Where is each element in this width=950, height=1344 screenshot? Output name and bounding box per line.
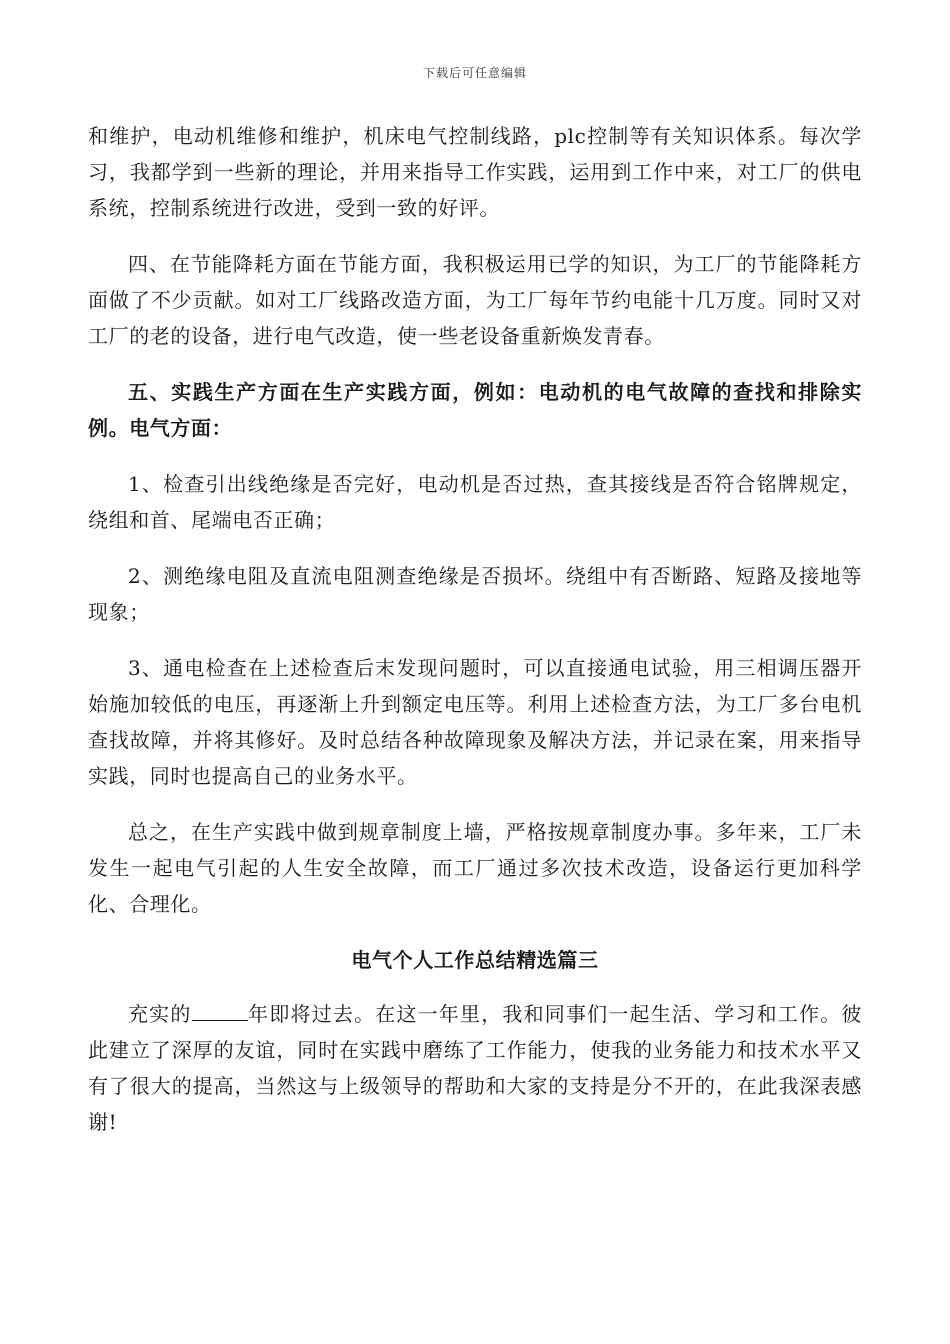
paragraph-year-summary [88, 996, 862, 1140]
year-summary-intro: 充实的 [128, 1002, 192, 1026]
paragraph-power-on-test: 3、通电检查在上述检查后末发现问题时，可以直接通电试验，用三相调压器开始施加较低的电压，再逐渐上升到额定电压等。利用上述检查方法，为工厂多台电机查找故障，并将其修好。及时总结各种故障现象及解决方法，并记录在案，用来指导实践，同时也提高自己的业务水平。 [88, 656, 862, 788]
paragraph-production-practice-heading: 五、实践生产方面在生产实践方面，例如：电动机的电气故障的查找和排除实例。电气方面： [88, 380, 862, 440]
document-body [88, 118, 862, 1160]
page-header: 下载后可任意编辑 [422, 66, 527, 80]
year-blank-line [192, 998, 248, 1021]
paragraph-maintenance-study: 和维护，电动机维修和维护，机床电气控制线路，plc控制等有关知识体系。每次学习，我都学到一些新的理论，并用来指导工作实践，运用到工作中来，对工厂的供电系统，控制系统进行改进，受到一致的好评。 [88, 124, 862, 220]
paragraph-check-wiring: 1、检查引出线绝缘是否完好，电动机是否过热，查其接线是否符合铭牌规定，绕组和首、尾端电否正确； [88, 472, 862, 532]
paragraph-energy-saving: 四、在节能降耗方面在节能方面，我积极运用已学的知识，为工厂的节能降耗方面做了不少贡献。如对工厂线路改造方面，为工厂每年节约电能十几万度。同时又对工厂的老的设备，进行电气改造，使一些老设备重新焕发青春。 [88, 252, 862, 348]
paragraph-conclusion: 总之，在生产实践中做到规章制度上墙，严格按规章制度办事。多年来，工厂未发生一起电气引起的人生安全故障，而工厂通过多次技术改造，设备运行更加科学化、合理化。 [88, 820, 862, 916]
paragraph-insulation-test: 2、测绝缘电阻及直流电阻测查绝缘是否损坏。绕组中有否断路、短路及接地等现象； [88, 564, 862, 624]
section-title: 电气个人工作总结精选篇三 [351, 948, 599, 972]
year-summary-text: 年即将过去。在这一年里，我和同事们一起生活、学习和工作。彼此建立了深厚的友谊，同时在实践中磨练了工作能力，使我的业务能力和技术水平又有了很大的提高，当然这与上级领导的帮助和大家的支持是分不开的，在此我深表感谢! [88, 1002, 862, 1134]
